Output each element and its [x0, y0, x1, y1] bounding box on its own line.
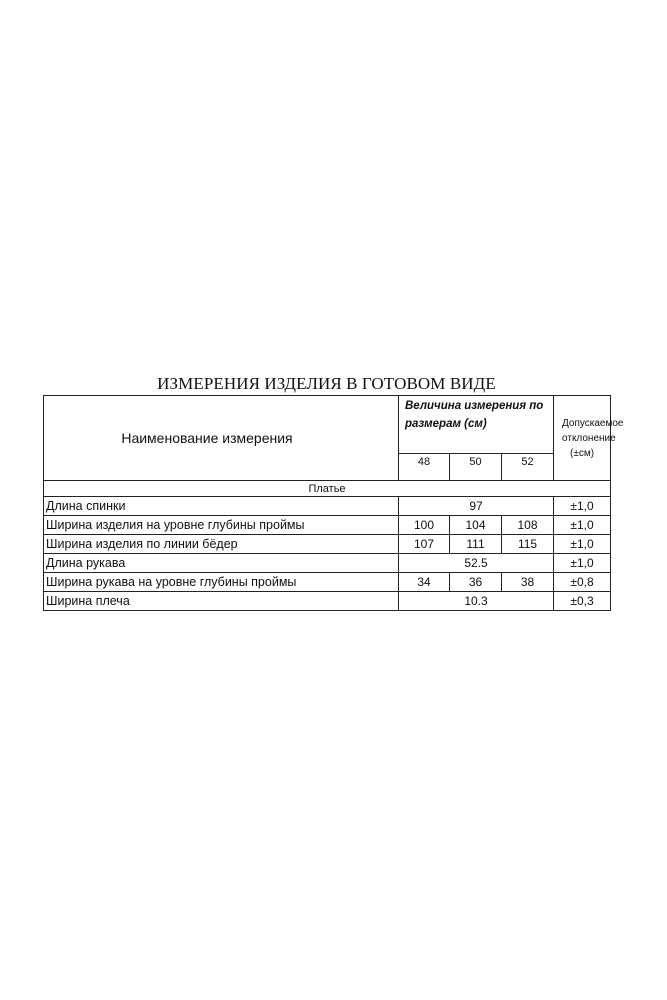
header-tolerance: Допускаемое отклонение (±см) — [554, 396, 611, 481]
row-value-48: 100 — [399, 516, 450, 535]
row-value-52: 108 — [502, 516, 554, 535]
table-row — [44, 554, 611, 573]
row-value-52: 38 — [502, 573, 554, 592]
table-row — [44, 573, 611, 592]
row-value-50: 104 — [450, 516, 502, 535]
size-48: 48 — [399, 454, 450, 481]
size-52: 52 — [502, 454, 554, 481]
row-label: Длина рукава — [44, 554, 399, 573]
row-tolerance: ±1,0 — [554, 516, 611, 535]
row-value-50: 111 — [450, 535, 502, 554]
row-tolerance: ±1,0 — [554, 554, 611, 573]
header-measurement-name: Наименование измерения — [44, 396, 399, 481]
table-header-row — [44, 396, 611, 454]
row-tolerance: ±0,8 — [554, 573, 611, 592]
row-value-48: 34 — [399, 573, 450, 592]
row-label: Длина спинки — [44, 497, 399, 516]
document-title: ИЗМЕРЕНИЯ ИЗДЕЛИЯ В ГОТОВОМ ВИДЕ — [157, 374, 496, 393]
measurements-table — [43, 395, 624, 611]
size-50: 50 — [450, 454, 502, 481]
row-label: Ширина плеча — [44, 592, 399, 611]
row-value: 10.3 — [399, 592, 554, 611]
row-value-52: 115 — [502, 535, 554, 554]
row-label: Ширина изделия по линии бёдер — [44, 535, 399, 554]
section-title: Платье — [44, 481, 611, 497]
section-row — [44, 481, 611, 497]
table-row — [44, 497, 611, 516]
header-measurement-value: Величина измерения по размерам (см) — [399, 396, 554, 454]
row-value: 97 — [399, 497, 554, 516]
table-row — [44, 516, 611, 535]
row-value-48: 107 — [399, 535, 450, 554]
table-row — [44, 535, 611, 554]
row-label: Ширина изделия на уровне глубины проймы — [44, 516, 399, 535]
row-tolerance: ±0,3 — [554, 592, 611, 611]
row-label: Ширина рукава на уровне глубины проймы — [44, 573, 399, 592]
row-value-50: 36 — [450, 573, 502, 592]
row-tolerance: ±1,0 — [554, 535, 611, 554]
row-value: 52.5 — [399, 554, 554, 573]
row-tolerance: ±1,0 — [554, 497, 611, 516]
table-row — [44, 592, 611, 611]
